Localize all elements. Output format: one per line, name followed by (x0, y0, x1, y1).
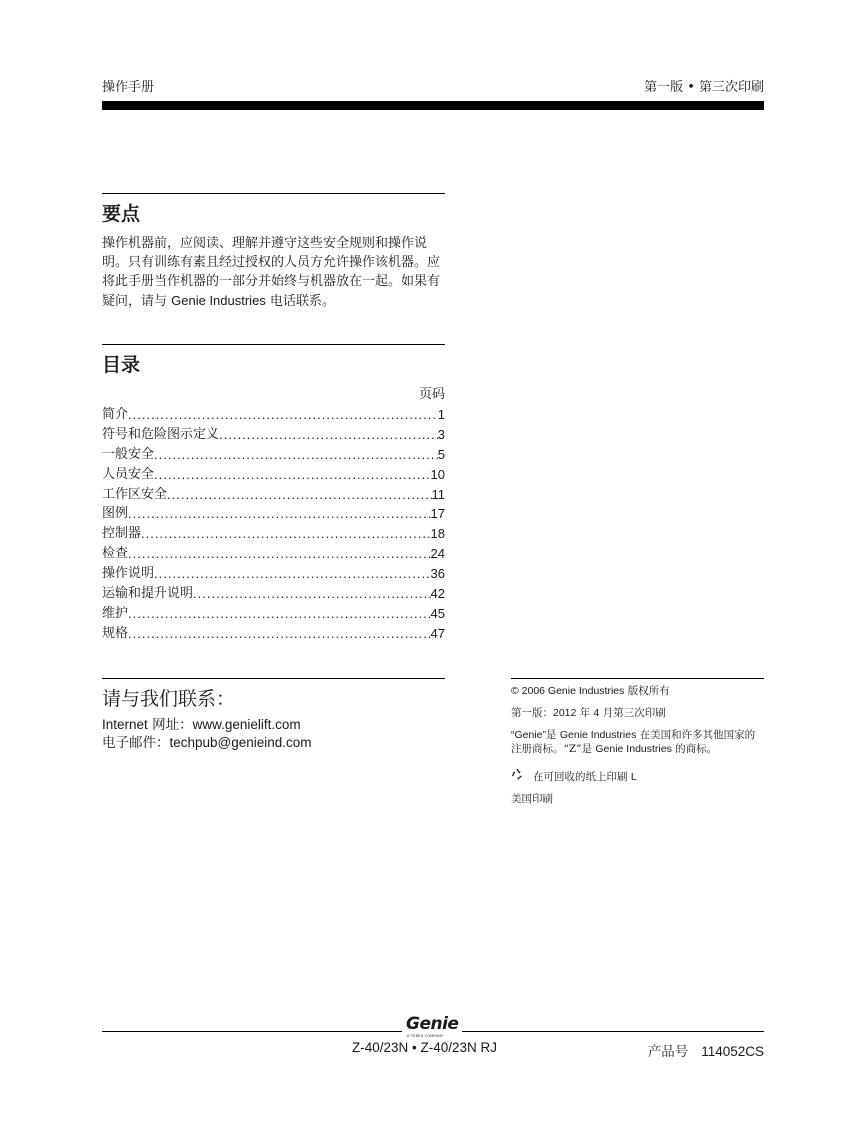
print-month: 4 (593, 707, 600, 719)
email-label: 电子邮件： (102, 735, 170, 751)
recycled-text: 在可回收的纸上印刷 (533, 771, 631, 783)
contact-title: 请与我们联系： (102, 688, 236, 710)
intro-paragraph (102, 234, 446, 311)
footer-part-number (648, 1040, 764, 1060)
toc-leader-dots (154, 465, 431, 485)
toc-entry-title: 简介 (102, 406, 129, 422)
internet-label: Internet (102, 717, 148, 732)
toc-entry-page: 42 (430, 586, 445, 601)
intro-title: 要点 (102, 203, 141, 225)
footer-model: Z-40/23N • Z-40/23N RJ (352, 1040, 498, 1055)
toc-entry-page: 36 (430, 566, 445, 582)
toc-leader-dots (141, 524, 431, 544)
edition-label: 第一版： (511, 707, 553, 719)
genie-logo: Genie (406, 1014, 459, 1034)
toc-entry-title: 检查 (102, 546, 129, 562)
toc-entry-page: 47 (430, 625, 445, 641)
part-number: 114052CS (701, 1044, 764, 1059)
intro-text-1: 操作机器前，应阅读、理解并遵守这些安全规则和操作说明。只有训练有素且经过授权的人员方允许操作该机器。应将此手册当作机器的一部分并始终与机器放在一起。如果有疑问，请与 (102, 236, 441, 309)
part-label: 产品号 (647, 1044, 689, 1060)
toc-leader-dots (128, 604, 431, 624)
footer-rule-left (102, 1031, 402, 1032)
toc-title: 目录 (102, 354, 141, 376)
toc-entry-page: 5 (437, 446, 445, 462)
toc-entry-title: 图例 (102, 506, 129, 522)
genie-logo-subtitle: A TEREX COMPANY (407, 1034, 444, 1038)
toc-entry[interactable] (102, 584, 445, 604)
toc-entry-title: 规格 (102, 625, 129, 641)
year-unit: 年 (576, 707, 594, 719)
tm-end: 的商标。 (671, 743, 718, 755)
toc-entry[interactable] (102, 524, 445, 544)
toc-leader-dots (128, 624, 431, 644)
toc-leader-dots (128, 544, 431, 564)
toc-entry-page: 17 (430, 506, 445, 522)
footer-rule-right (462, 1031, 764, 1032)
toc-entry[interactable] (102, 604, 445, 624)
tm-company-1: Genie Industries (559, 729, 637, 741)
toc-page-header: 页码 (418, 387, 445, 402)
trademark-text (511, 728, 764, 756)
intro-rule (102, 193, 445, 194)
contact-rule (102, 678, 445, 679)
recycled-code: L (630, 771, 637, 783)
toc-entry-page: 3 (437, 426, 445, 442)
toc-entry[interactable] (102, 544, 445, 564)
toc-entry-title: 控制器 (102, 526, 142, 542)
toc-list (102, 385, 445, 644)
month-unit: 月第三次印刷 (599, 707, 666, 719)
toc-entry-page: 1 (437, 406, 445, 422)
header-bar (102, 101, 764, 110)
copyright-rule (511, 678, 764, 679)
internet-url[interactable]: www.genielift.com (192, 717, 301, 732)
print-date-line (511, 706, 764, 720)
toc-entry-page: 10 (430, 466, 445, 482)
toc-leader-dots (154, 445, 438, 465)
email-address[interactable]: techpub@genieind.com (169, 735, 312, 750)
tm-is: 是 (546, 729, 560, 741)
copyright-rights: 版权所有 (624, 685, 670, 697)
toc-entry-title: 操作说明 (102, 566, 155, 582)
copyright-line (511, 684, 764, 698)
toc-entry[interactable] (102, 485, 445, 505)
copyright-owner: © 2006 Genie Industries (511, 685, 625, 697)
toc-rule (102, 344, 445, 345)
toc-leader-dots (128, 504, 431, 524)
toc-entry-page: 24 (430, 546, 445, 562)
toc-entry-title: 一般安全 (102, 446, 155, 462)
toc-entry[interactable] (102, 445, 445, 465)
toc-entry-page: 45 (430, 605, 445, 621)
internet-label-cn: 网址： (147, 717, 193, 733)
toc-leader-dots (154, 564, 431, 584)
contact-email (102, 734, 312, 752)
toc-entry-page: 11 (431, 486, 445, 502)
header-edition: 第一版 • 第三次印刷 (644, 80, 764, 95)
recycle-icon (511, 768, 525, 784)
print-year: 2012 (553, 707, 577, 719)
toc-leader-dots (128, 405, 438, 425)
toc-entry-title: 维护 (102, 605, 129, 621)
intro-text-2: 电话联系。 (265, 294, 335, 309)
toc-entry-page: 18 (430, 526, 445, 542)
toc-leader-dots (193, 584, 431, 604)
toc-entry[interactable] (102, 405, 445, 425)
recycled-line (511, 768, 764, 784)
toc-entry[interactable] (102, 564, 445, 584)
tm-text: 在美国和许多其他国家的注册商标。“Z”是 (511, 729, 756, 755)
tm-genie: “Genie” (511, 729, 547, 741)
intro-brand: Genie Industries (171, 293, 266, 308)
toc-leader-dots (167, 485, 431, 505)
toc-entry-title: 人员安全 (102, 466, 155, 482)
toc-entry-title: 符号和危险图示定义 (102, 426, 220, 442)
toc-entry[interactable] (102, 465, 445, 485)
printed-in: 美国印刷 (511, 793, 553, 805)
toc-entry[interactable] (102, 624, 445, 644)
contact-info (102, 716, 312, 752)
toc-entry-title: 运输和提升说明 (102, 586, 194, 601)
tm-company-2: Genie Industries (595, 743, 672, 755)
header-manual-title: 操作手册 (102, 80, 155, 95)
toc-entry[interactable] (102, 425, 445, 445)
contact-internet (102, 716, 312, 734)
toc-entry-title: 工作区安全 (102, 486, 168, 502)
toc-entry[interactable] (102, 504, 445, 524)
toc-leader-dots (219, 425, 438, 445)
